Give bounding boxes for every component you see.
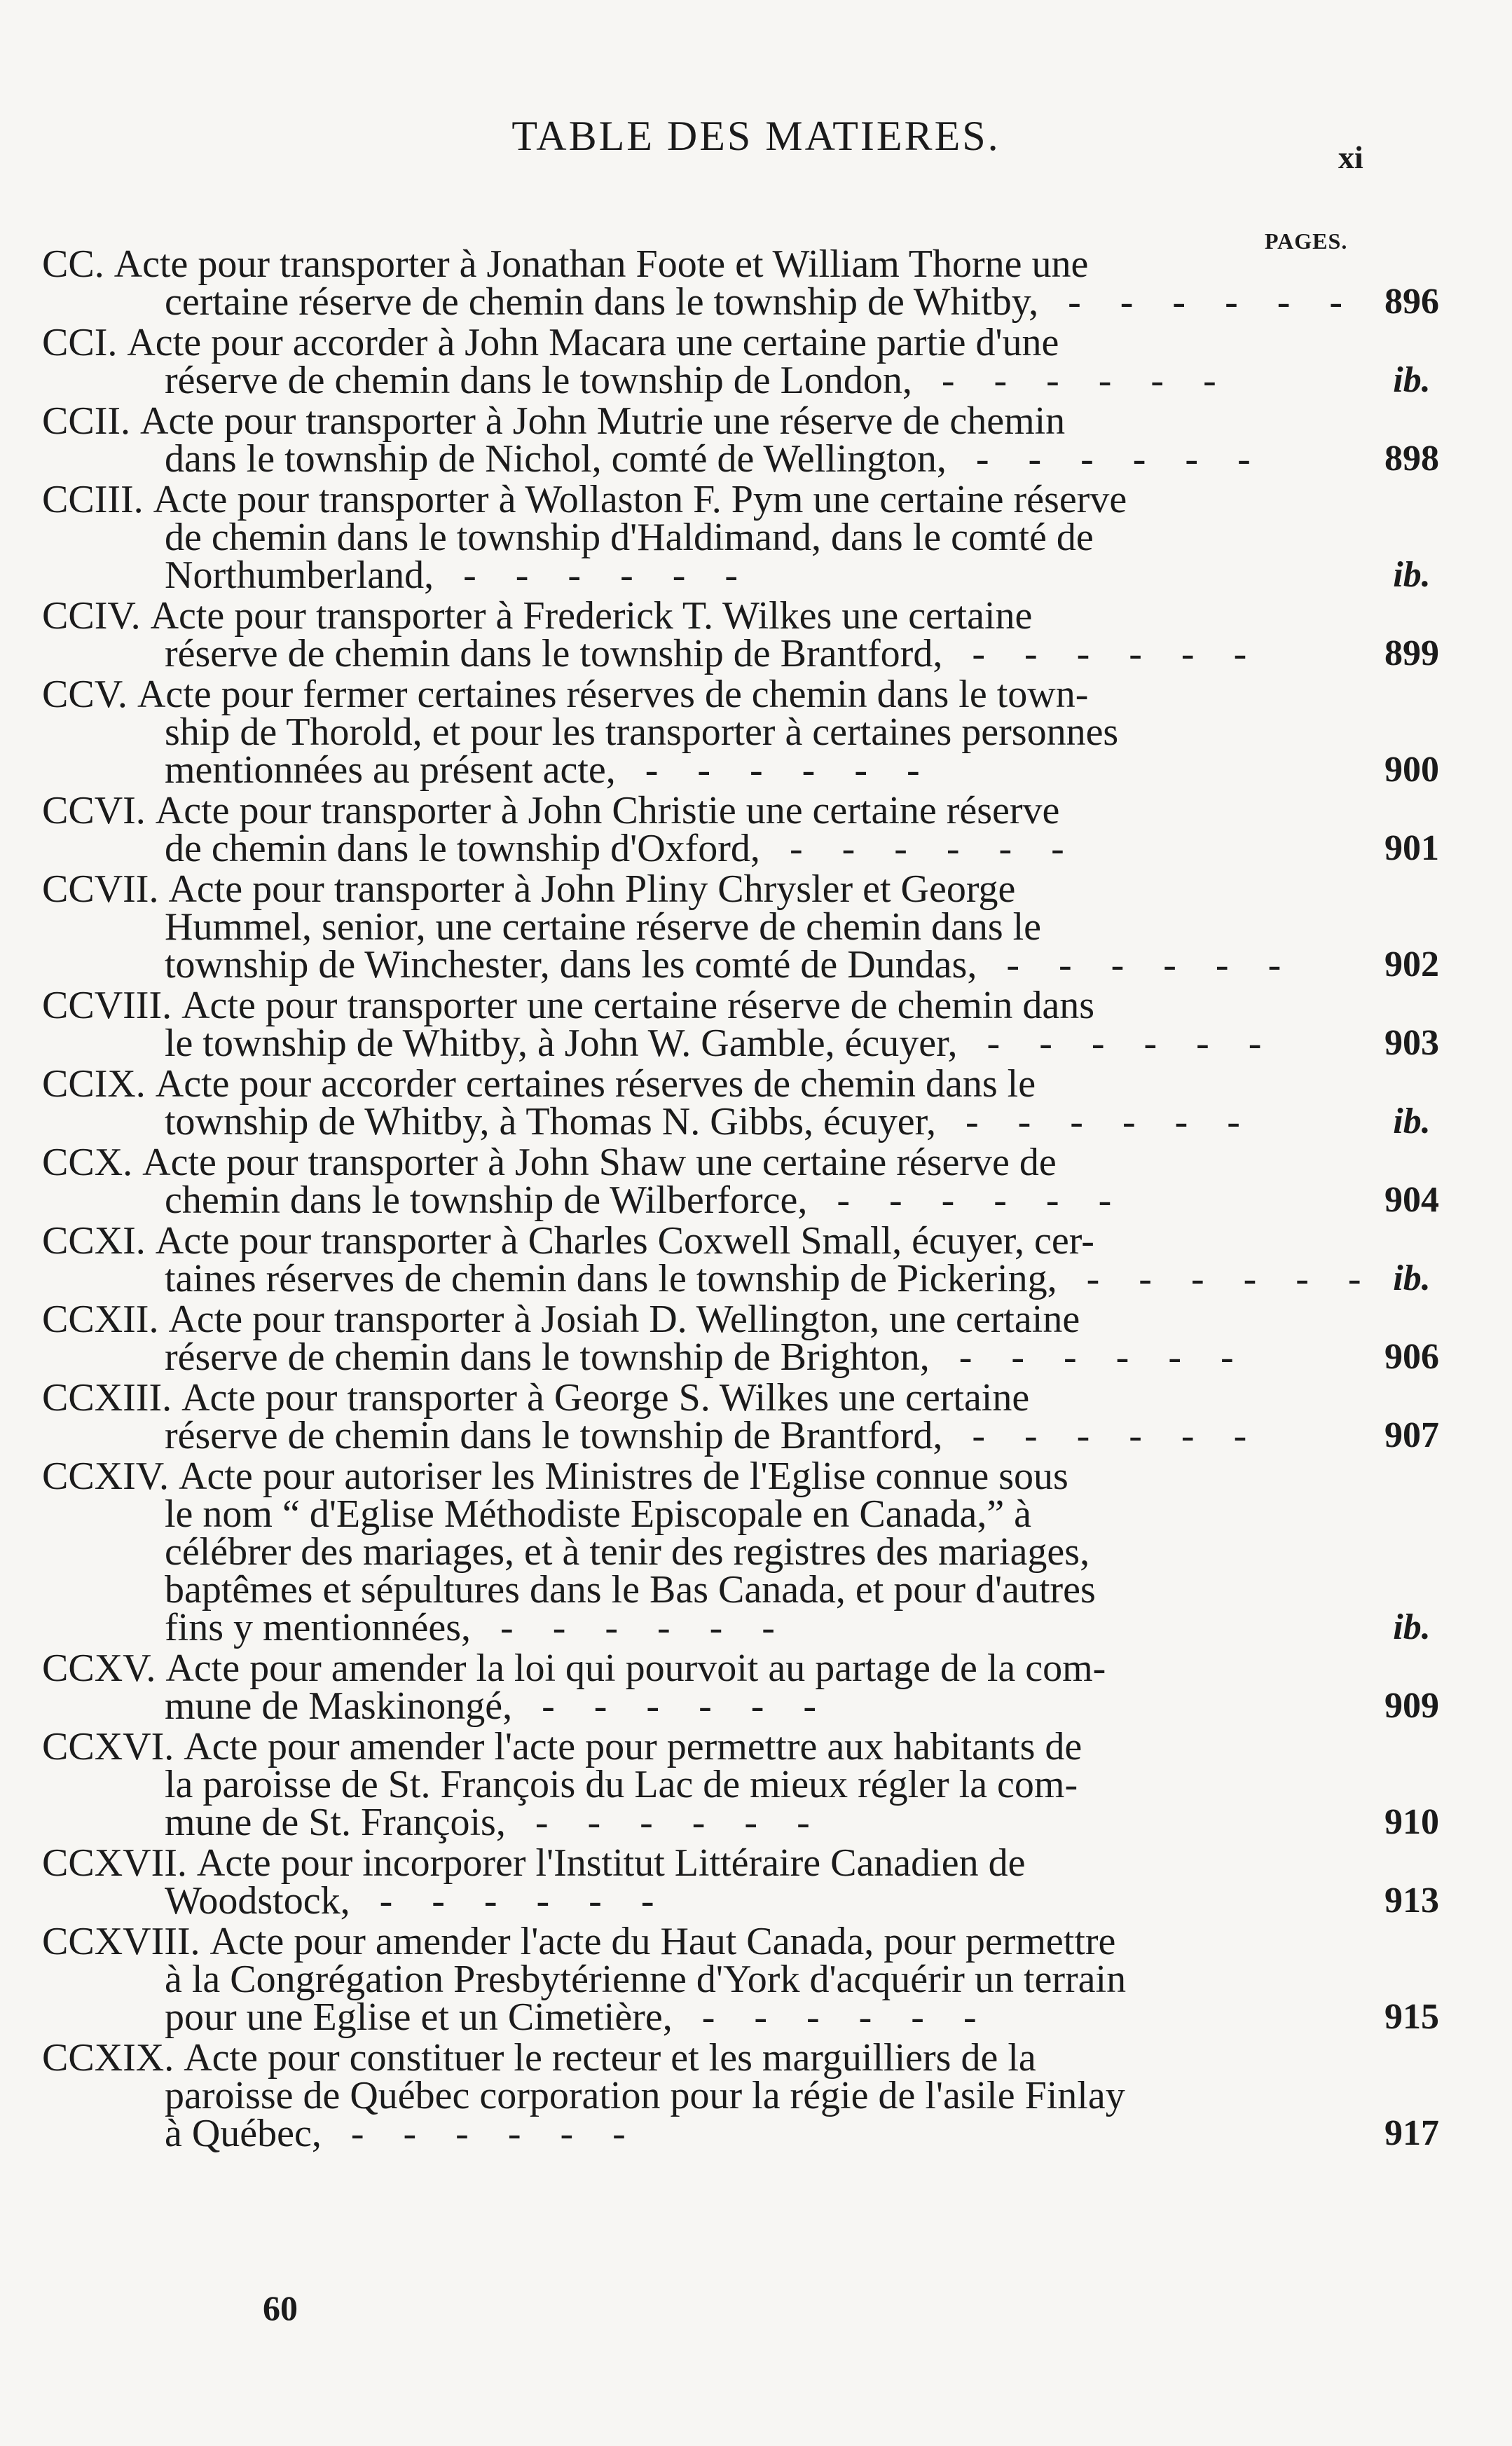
entry-text: réserve de chemin dans le township de London, (165, 359, 912, 402)
entry-number: CCI. (42, 321, 118, 364)
entry-line (42, 280, 1343, 324)
entry-text: baptêmes et sépultures dans le Bas Canada, et pour d'autres (165, 1568, 1096, 1612)
entry-line (42, 1376, 1261, 1420)
toc-entry (42, 1219, 1471, 1300)
entry-text: Acte pour fermer certaines réserves de chemin dans le town- (137, 673, 1089, 716)
entry-text: Acte pour transporter à John Christie une certaine réserve (155, 789, 1060, 832)
entry-text: chemin dans le township de Wilberforce, (165, 1179, 808, 1222)
entry-line (42, 1100, 1261, 1143)
dot-leader: - - - - - - (957, 1022, 1262, 1065)
toc-entry (42, 242, 1471, 324)
page-number: xi (1338, 139, 1363, 175)
entry-page-number: ib. (1393, 1258, 1431, 1298)
entry-page-number: 906 (1384, 1337, 1439, 1377)
entry-line (42, 673, 1261, 716)
entry-page-number: 909 (1384, 1686, 1439, 1726)
entry-line (42, 789, 1261, 832)
toc-entry (42, 1062, 1471, 1143)
entry-page-number: ib. (1393, 360, 1431, 400)
entry-text: taines réserves de chemin dans le township de Pickering, (165, 1257, 1057, 1300)
entry-text: célébrer des mariages, et à tenir des registres des mariages, (165, 1530, 1090, 1574)
page-title: TABLE DES MATIERES. (511, 113, 1001, 159)
entry-text: la paroisse de St. François du Lac de mieux régler la com- (165, 1763, 1078, 1806)
entry-page-number: 900 (1384, 750, 1439, 790)
dot-leader: - - - - - - (615, 748, 920, 792)
entry-number: CCXIV. (42, 1455, 170, 1498)
entry-number: CCV. (42, 673, 128, 716)
entry-text: Acte pour accorder à John Macara une certaine partie d'une (127, 321, 1059, 364)
entry-line (42, 1179, 1261, 1222)
entry-text: mune de Maskinongé, (165, 1684, 513, 1728)
entry-text: Acte pour amender l'acte du Haut Canada, pour permettre (209, 1920, 1116, 1963)
entry-text: Acte pour transporter à Jonathan Foote et William Thorne une (114, 242, 1089, 286)
entry-number: CCXIII. (42, 1376, 172, 1420)
entry-line (42, 1414, 1261, 1457)
entry-text: réserve de chemin dans le township de Brantford, (165, 632, 943, 675)
entry-number: CC. (42, 242, 104, 286)
entry-page-number: ib. (1393, 1607, 1431, 1647)
entry-line (42, 1062, 1261, 1106)
entry-page-number: 904 (1384, 1180, 1439, 1220)
entry-line (42, 1141, 1261, 1184)
dot-leader: - - - - - - (977, 943, 1281, 987)
entry-line (42, 710, 1261, 754)
entry-line (42, 1841, 1261, 1885)
entry-text: Acte pour transporter à Wollaston F. Pym une certaine réserve (153, 478, 1127, 521)
entry-line (42, 359, 1261, 402)
entry-number: CCXV. (42, 1647, 156, 1690)
entry-line (42, 748, 1261, 792)
entry-line (42, 827, 1261, 870)
toc-entry (42, 984, 1471, 1065)
entry-line (42, 1995, 1261, 2039)
entry-line (42, 1763, 1261, 1806)
entry-line (42, 478, 1261, 521)
entry-text: Acte pour amender la loi qui pourvoit au partage de la com- (165, 1647, 1106, 1690)
entry-text: à la Congrégation Presbytérienne d'York d'acquérir un terrain (165, 1958, 1127, 2001)
dot-leader: - - - - - - (434, 554, 738, 597)
toc-entry (42, 1298, 1471, 1379)
entry-line (42, 1801, 1261, 1844)
entry-text: pour une Eglise et un Cimetière, (165, 1995, 673, 2039)
entry-text: mentionnées au présent acte, (165, 748, 616, 792)
entry-text: Acte pour transporter à Josiah D. Wellington, une certaine (168, 1298, 1080, 1341)
entry-text: Acte pour autoriser les Ministres de l'Eglise connue sous (179, 1455, 1068, 1498)
dot-leader: - - - - - - (672, 1995, 977, 2039)
dot-leader: - - - - - - (350, 1879, 654, 1923)
dot-leader: - - - - - - (936, 1100, 1240, 1143)
entry-line (42, 1958, 1261, 2001)
entry-line (42, 984, 1261, 1027)
entry-page-number: 896 (1384, 282, 1439, 322)
toc-entry (42, 1141, 1471, 1222)
entry-line (42, 2074, 1261, 2117)
entry-page-number: 915 (1384, 1997, 1439, 2037)
entry-number: CCVIII. (42, 984, 172, 1027)
dot-leader: - - - - - - (1038, 280, 1343, 324)
entry-page-number: 913 (1384, 1881, 1439, 1921)
entry-page-number: ib. (1393, 1101, 1431, 1141)
entry-text: Acte pour transporter à George S. Wilkes une certaine (181, 1376, 1030, 1420)
signature-mark: 60 (263, 2288, 298, 2328)
dot-leader: - - - - - - (505, 1801, 810, 1844)
entry-text: mune de St. François, (165, 1801, 506, 1844)
dot-leader: - - - - - - (471, 1606, 775, 1649)
entry-text: Woodstock, (165, 1879, 350, 1923)
dot-leader: - - - - - - (912, 359, 1216, 402)
entry-line (42, 1219, 1261, 1263)
entry-page-number: 917 (1384, 2113, 1439, 2153)
entry-number: CCXI. (42, 1219, 146, 1263)
entry-number: CCVII. (42, 867, 159, 911)
entry-text: Acte pour transporter à Frederick T. Wilkes une certaine (150, 594, 1033, 638)
entry-line (42, 1492, 1261, 1536)
dot-leader: - - - - - - (760, 827, 1064, 870)
entry-line (42, 1530, 1261, 1574)
entry-line (42, 594, 1261, 638)
entry-text: Acte pour incorporer l'Institut Littéraire Canadien de (196, 1841, 1026, 1885)
entry-number: CCX. (42, 1141, 133, 1184)
entry-text: Acte pour constituer le recteur et les marguilliers de la (184, 2036, 1036, 2080)
entry-line (42, 554, 1261, 597)
toc-entry (42, 673, 1471, 792)
entry-number: CCVI. (42, 789, 146, 832)
entry-number: CCXVII. (42, 1841, 187, 1885)
entry-page-number: 901 (1384, 828, 1439, 868)
entry-number: CCXVI. (42, 1725, 174, 1768)
entry-text: à Québec, (165, 2112, 322, 2155)
entry-page-number: 898 (1384, 439, 1439, 479)
toc-entry (42, 1841, 1471, 1923)
toc-entry (42, 867, 1471, 987)
dot-leader: - - - - - - (512, 1684, 817, 1728)
dot-leader: - - - - - - (1057, 1257, 1361, 1300)
toc-entry (42, 594, 1471, 675)
toc-entry (42, 399, 1471, 481)
entry-text: Northumberland, (165, 554, 434, 597)
entry-text: Acte pour transporter à John Shaw une certaine réserve de (142, 1141, 1057, 1184)
entry-text: township de Whitby, à Thomas N. Gibbs, écuyer, (165, 1100, 936, 1143)
entry-line (42, 1684, 1261, 1728)
toc-entry (42, 1920, 1471, 2039)
entry-text: le township de Whitby, à John W. Gamble, écuyer, (165, 1022, 958, 1065)
entry-text: de chemin dans le township d'Haldimand, dans le comté de (165, 516, 1094, 559)
entry-line (42, 1920, 1261, 1963)
entry-line (42, 1298, 1261, 1341)
dot-leader: - - - - - - (942, 632, 1247, 675)
entry-line (42, 1455, 1261, 1498)
entry-line (42, 516, 1261, 559)
entry-text: de chemin dans le township d'Oxford, (165, 827, 760, 870)
dot-leader: - - - - - - (946, 437, 1251, 481)
dot-leader: - - - - - - (807, 1179, 1112, 1222)
entry-number: CCXIX. (42, 2036, 174, 2080)
entry-line (42, 1022, 1262, 1065)
toc-entry (42, 321, 1471, 402)
entry-line (42, 2036, 1261, 2080)
entry-line (42, 632, 1261, 675)
entry-line (42, 905, 1261, 949)
toc-entry (42, 1457, 1471, 1647)
entry-number: CCII. (42, 399, 130, 443)
entry-line (42, 1606, 1261, 1649)
entry-number: CCXII. (42, 1298, 159, 1341)
entry-text: fins y mentionnées, (165, 1606, 472, 1649)
entry-number: CCIII. (42, 478, 144, 521)
entry-line (42, 943, 1281, 987)
entry-text: réserve de chemin dans le township de Brantford, (165, 1414, 943, 1457)
dot-leader: - - - - - - (942, 1414, 1247, 1457)
entry-line (42, 437, 1261, 481)
toc-entry (42, 478, 1471, 597)
entry-page-number: 907 (1384, 1415, 1439, 1455)
entry-text: Hummel, senior, une certaine réserve de chemin dans le (165, 905, 1042, 949)
entry-text: dans le township de Nichol, comté de Wellington, (165, 437, 947, 481)
entry-text: township de Winchester, dans les comté de Dundas, (165, 943, 977, 987)
entry-text: Acte pour transporter une certaine réserve de chemin dans (181, 984, 1095, 1027)
entry-line (42, 1335, 1261, 1379)
dot-leader: - - - - - - (321, 2112, 626, 2155)
toc-entry (42, 1647, 1471, 1728)
entry-text: certaine réserve de chemin dans le township de Whitby, (165, 280, 1039, 324)
entry-number: CCXVIII. (42, 1920, 200, 1963)
entry-line (42, 2112, 1261, 2155)
entry-line (42, 399, 1261, 443)
dot-leader: - - - - - - (929, 1335, 1234, 1379)
toc-entry (42, 789, 1471, 870)
toc-entry (42, 1376, 1471, 1457)
table-of-contents (42, 210, 1471, 2277)
entry-text: paroisse de Québec corporation pour la régie de l'asile Finlay (165, 2074, 1125, 2117)
entry-line (42, 1725, 1261, 1768)
pages-column-label: PAGES. (1265, 228, 1348, 254)
entry-line (42, 1568, 1261, 1612)
entry-text: le nom “ d'Eglise Méthodiste Episcopale en Canada,” à (165, 1492, 1032, 1536)
entry-text: Acte pour transporter à John Mutrie une réserve de chemin (140, 399, 1066, 443)
entry-text: Acte pour transporter à Charles Coxwell Small, écuyer, cer- (155, 1219, 1094, 1263)
entry-line (42, 1257, 1361, 1300)
toc-entry (42, 2036, 1471, 2155)
entry-text: réserve de chemin dans le township de Brighton, (165, 1335, 930, 1379)
toc-entry (42, 1725, 1471, 1844)
entry-line (42, 1879, 1261, 1923)
entry-page-number: 902 (1384, 944, 1439, 984)
entry-number: CCIV. (42, 594, 141, 638)
entry-page-number: 903 (1384, 1023, 1439, 1063)
entry-page-number: 910 (1384, 1802, 1439, 1842)
entry-page-number: ib. (1393, 555, 1431, 595)
entry-text: Acte pour amender l'acte pour permettre aux habitants de (184, 1725, 1083, 1768)
entry-line (42, 321, 1261, 364)
entry-line (42, 242, 1261, 286)
entry-text: Acte pour accorder certaines réserves de chemin dans le (155, 1062, 1036, 1106)
entry-text: ship de Thorold, et pour les transporter à certaines personnes (165, 710, 1119, 754)
entry-page-number: 899 (1384, 633, 1439, 673)
entry-line (42, 1647, 1261, 1690)
entry-text: Acte pour transporter à John Pliny Chrysler et George (168, 867, 1016, 911)
entry-number: CCIX. (42, 1062, 146, 1106)
entry-line (42, 867, 1261, 911)
